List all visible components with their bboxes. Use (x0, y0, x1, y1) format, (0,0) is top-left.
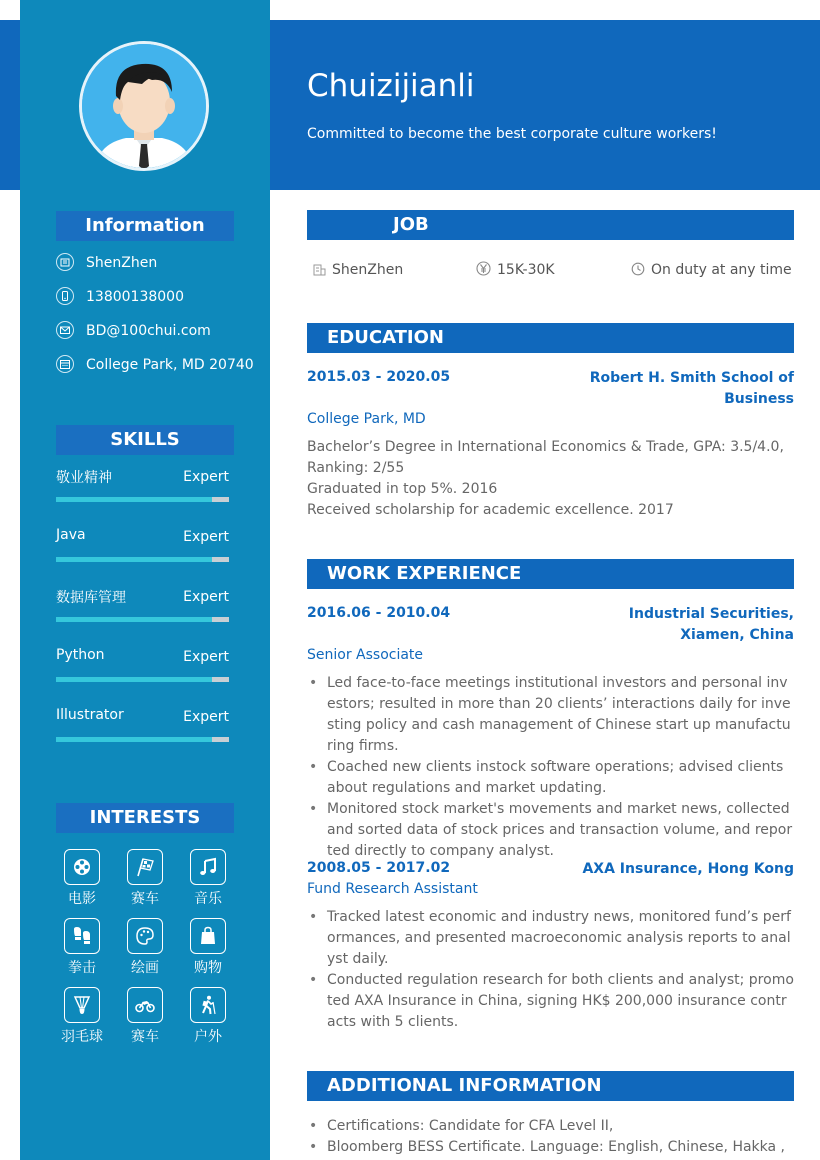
interests-heading: INTERESTS (56, 803, 234, 833)
avatar (79, 41, 209, 171)
education-heading: EDUCATION (307, 323, 794, 353)
skill-name: 数据库管理 (56, 590, 126, 606)
information-heading: Information (56, 211, 234, 241)
music-note-icon (190, 849, 226, 885)
work-bullets (307, 673, 794, 862)
skill-item (56, 467, 229, 507)
shopping-bag-icon (190, 918, 226, 954)
email-icon (56, 321, 74, 339)
phone-icon (56, 287, 74, 305)
interest-item (52, 987, 112, 1047)
interest-label: 绘画 (131, 960, 159, 976)
yuan-icon (476, 261, 491, 276)
interest-item (115, 849, 175, 909)
hiking-icon (190, 987, 226, 1023)
job-salary-text: 15K-30K (497, 262, 555, 278)
interest-item (52, 849, 112, 909)
skill-bar-fill (56, 677, 212, 682)
interest-label: 羽毛球 (61, 1029, 103, 1045)
skill-level: Expert (183, 709, 229, 725)
education-line: Received scholarship for academic excellence. 2017 (307, 502, 674, 518)
job-location-text: ShenZhen (332, 262, 404, 278)
clock-icon (631, 262, 645, 276)
education-line: Bachelor’s Degree in International Economics & Trade, GPA: 3.5/4.0, Ranking: 2/55 (307, 439, 784, 476)
interest-label: 赛车 (131, 1029, 159, 1045)
skill-bar (56, 737, 229, 742)
building-icon (313, 263, 326, 276)
skill-name: Illustrator (56, 707, 124, 723)
skill-name: 敬业精神 (56, 470, 112, 486)
work-company: AXA Insurance, Hong Kong (582, 861, 794, 877)
location-icon (56, 253, 74, 271)
work-title: Senior Associate (307, 647, 424, 663)
work-bullet: • Tracked latest economic and industry news, monitored fund’s performances, and presented macroeconomic analysis reports to analyst daily. (307, 907, 794, 970)
interest-item (178, 849, 238, 909)
skill-bar (56, 497, 229, 502)
work-bullet: • Led face-to-face meetings institutional investors and personal investors; resulted in more than 20 clients’ interactions daily for investing policy and cash management of Chinese start up manufacturing firms. (307, 673, 794, 757)
skill-item (56, 527, 229, 567)
skill-level: Expert (183, 649, 229, 665)
sidebar (20, 0, 270, 1160)
address-icon (56, 355, 74, 373)
work-bullets (307, 907, 794, 1033)
job-availability-text: On duty at any time (651, 262, 792, 278)
skill-level: Expert (183, 469, 229, 485)
skill-bar-fill (56, 557, 212, 562)
work-bullet: • Monitored stock market's movements and market news, collected and sorted data of stock prices and transaction volume, and reported directly to company analyst. (307, 799, 794, 862)
additional-bullet: • Certifications: Candidate for CFA Level II, (307, 1116, 794, 1137)
motorcycle-icon (127, 987, 163, 1023)
interest-label: 购物 (194, 960, 222, 976)
skill-bar-fill (56, 737, 212, 742)
interest-label: 拳击 (68, 960, 96, 976)
info-phone-text: 13800138000 (86, 289, 184, 305)
work-heading: WORK EXPERIENCE (307, 559, 794, 589)
skill-item (56, 587, 229, 627)
work-date: 2008.05 - 2017.02 (307, 860, 451, 876)
interest-label: 电影 (68, 891, 96, 907)
education-line: Graduated in top 5%. 2016 (307, 481, 498, 497)
additional-heading: ADDITIONAL INFORMATION (307, 1071, 794, 1101)
skill-item (56, 707, 229, 747)
job-availability (631, 260, 792, 280)
film-reel-icon (64, 849, 100, 885)
skills-heading: SKILLS (56, 425, 234, 455)
interest-item (178, 987, 238, 1047)
work-bullet: • Coached new clients instock software operations; advised clients about regulations and market updating. (307, 757, 794, 799)
interest-label: 赛车 (131, 891, 159, 907)
skill-level: Expert (183, 589, 229, 605)
interest-item (115, 918, 175, 978)
work-bullet: • Conducted regulation research for both clients and analyst; promoted AXA Insurance in China, signing HK$ 200,000 insurance contracts with 5 clients. (307, 970, 794, 1033)
resume-name: Chuizijianli (307, 68, 475, 104)
education-place: College Park, MD (307, 411, 426, 427)
skill-item (56, 647, 229, 687)
skill-level: Expert (183, 529, 229, 545)
resume-motto: Committed to become the best corporate culture workers! (307, 126, 717, 142)
education-details (307, 437, 794, 521)
skill-name: Python (56, 647, 105, 663)
skill-bar (56, 617, 229, 622)
job-salary (476, 260, 555, 280)
info-address-text: College Park, MD 20740 (86, 357, 254, 373)
education-date: 2015.03 - 2020.05 (307, 369, 451, 385)
interest-label: 音乐 (194, 891, 222, 907)
skill-name: Java (56, 527, 86, 543)
racing-flag-icon (127, 849, 163, 885)
interest-item (52, 918, 112, 978)
job-heading: JOB (307, 210, 794, 240)
badminton-icon (64, 987, 100, 1023)
skill-bar (56, 557, 229, 562)
education-school: Robert H. Smith School of Business (589, 370, 794, 407)
job-location (313, 260, 403, 280)
work-date: 2016.06 - 2010.04 (307, 605, 451, 621)
interest-label: 户外 (194, 1029, 222, 1045)
additional-bullets (307, 1116, 794, 1158)
boxing-glove-icon (64, 918, 100, 954)
info-location-text: ShenZhen (86, 255, 158, 271)
work-company: Industrial Securities, Xiamen, China (628, 606, 794, 643)
interest-item (115, 987, 175, 1047)
palette-icon (127, 918, 163, 954)
info-email-text: BD@100chui.com (86, 323, 211, 339)
skill-bar (56, 677, 229, 682)
additional-bullet: • Bloomberg BESS Certificate. Language: English, Chinese, Hakka , (307, 1137, 794, 1158)
interest-item (178, 918, 238, 978)
skill-bar-fill (56, 617, 212, 622)
skill-bar-fill (56, 497, 212, 502)
work-title: Fund Research Assistant (307, 881, 478, 897)
